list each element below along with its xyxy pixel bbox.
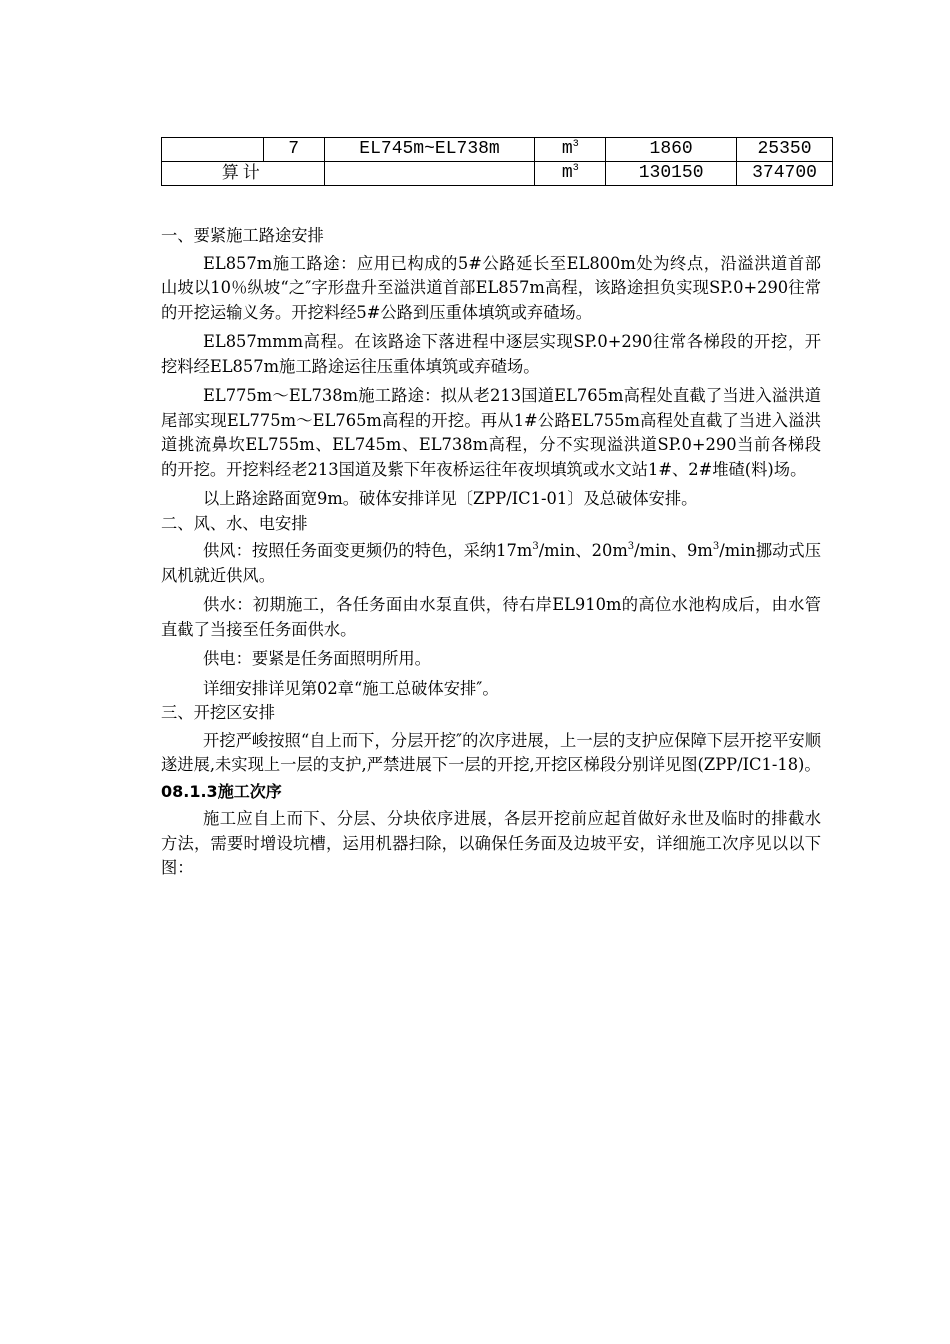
unit-superscript: 3 — [572, 163, 579, 174]
paragraph: EL775m～EL738m施工路途：拟从老213国道EL765m高程处直截了当进入溢洪道尾部实现EL775m～EL765m高程的开挖。再从1#公路EL755m高程处直截了当进入溢洪道挑流鼻坎EL755m、EL745m、EL738m高程，分不实现溢洪道SP.0+290当前各梯段的开挖。开挖料经老213国道及紫下年夜桥运往年夜坝填筑或水文站1#、2#堆碴(料)场。 — [161, 386, 821, 479]
unit-cell — [535, 162, 606, 186]
paragraph: EL857m施工路途：应用已构成的5#公路延长至EL800m处为终点，沿溢洪道首部山坡以10％纵坡“之″字形盘升至溢洪道首部EL857m高程，该路途担负实现SP.0+290往常的开挖运输义务。开挖料经5#公路到压重体填筑或弃碴场。 — [161, 253, 821, 322]
paragraph: 供电：要紧是任务面照明所用。 — [203, 649, 431, 668]
text-fragment: 供风：按照任务面变更频仍的特色，采纳17m — [203, 541, 533, 560]
table-cell: 130150 — [606, 162, 737, 186]
paragraph: EL857mmm高程。在该路途下落进程中逐层实现SP.0+290往常各梯段的开挖，开挖料经EL857m施工路途运往压重体填筑或弃碴场。 — [161, 332, 821, 376]
paragraph: 供水：初期施工，各任务面由水泵直供，待右岸EL910m的高位水池构成后，由水管直截了当接至任务面供水。 — [161, 595, 821, 639]
paragraph: 施工应自上而下、分层、分块依序进展，各层开挖前应起首做好永世及临时的排截水方法，需要时增设坑槽，运用机器扫除，以确保任务面及边坡平安，详细施工次序见以以下图： — [161, 809, 821, 877]
superscript: 3 — [712, 541, 720, 552]
unit-text: m — [561, 139, 573, 159]
table-cell — [162, 138, 264, 162]
unit-superscript: 3 — [572, 139, 579, 150]
table-row — [162, 138, 833, 162]
table-cell: 7 — [263, 138, 324, 162]
excavation-volume-table — [161, 137, 833, 186]
section-heading: 二、风、水、电安排 — [161, 513, 308, 533]
section-heading: 一、要紧施工路途安排 — [161, 226, 324, 245]
section-title: 08.1.3施工次序 — [161, 781, 282, 801]
superscript: 3 — [627, 541, 635, 552]
unit-text: m — [561, 163, 573, 183]
table-cell — [324, 162, 535, 186]
text-fragment: /min、20m — [538, 541, 628, 560]
table-cell: 25350 — [737, 138, 833, 162]
superscript: 3 — [532, 541, 539, 552]
table-cell: 374700 — [737, 162, 833, 186]
total-label-cell: 算计 — [162, 162, 325, 186]
table-cell: 1860 — [606, 138, 737, 162]
section-heading: 三、开挖区安排 — [161, 703, 275, 722]
text-fragment: /min、9m — [634, 541, 713, 560]
paragraph: 以上路途路面宽9m。破体安排详见〔ZPP/IC1-01〕及总破体安排。 — [203, 489, 698, 508]
body-text — [161, 224, 821, 881]
table-row — [162, 162, 833, 186]
paragraph: 开挖严峻按照“自上而下，分层开挖″的次序进展，上一层的支护应保障下层开挖平安顺遂进展,未实现上一层的支护,严禁进展下一层的开挖,开挖区梯段分别详见图(ZPP/IC1-18)。 — [161, 730, 821, 774]
text-fragment: /min挪动式压风机就近供风。 — [161, 541, 821, 585]
unit-cell — [535, 138, 606, 162]
paragraph-air-supply — [161, 539, 821, 588]
paragraph: 详细安排详见第02章“施工总破体安排″。 — [203, 678, 499, 698]
table-cell: EL745m~EL738m — [324, 138, 535, 162]
